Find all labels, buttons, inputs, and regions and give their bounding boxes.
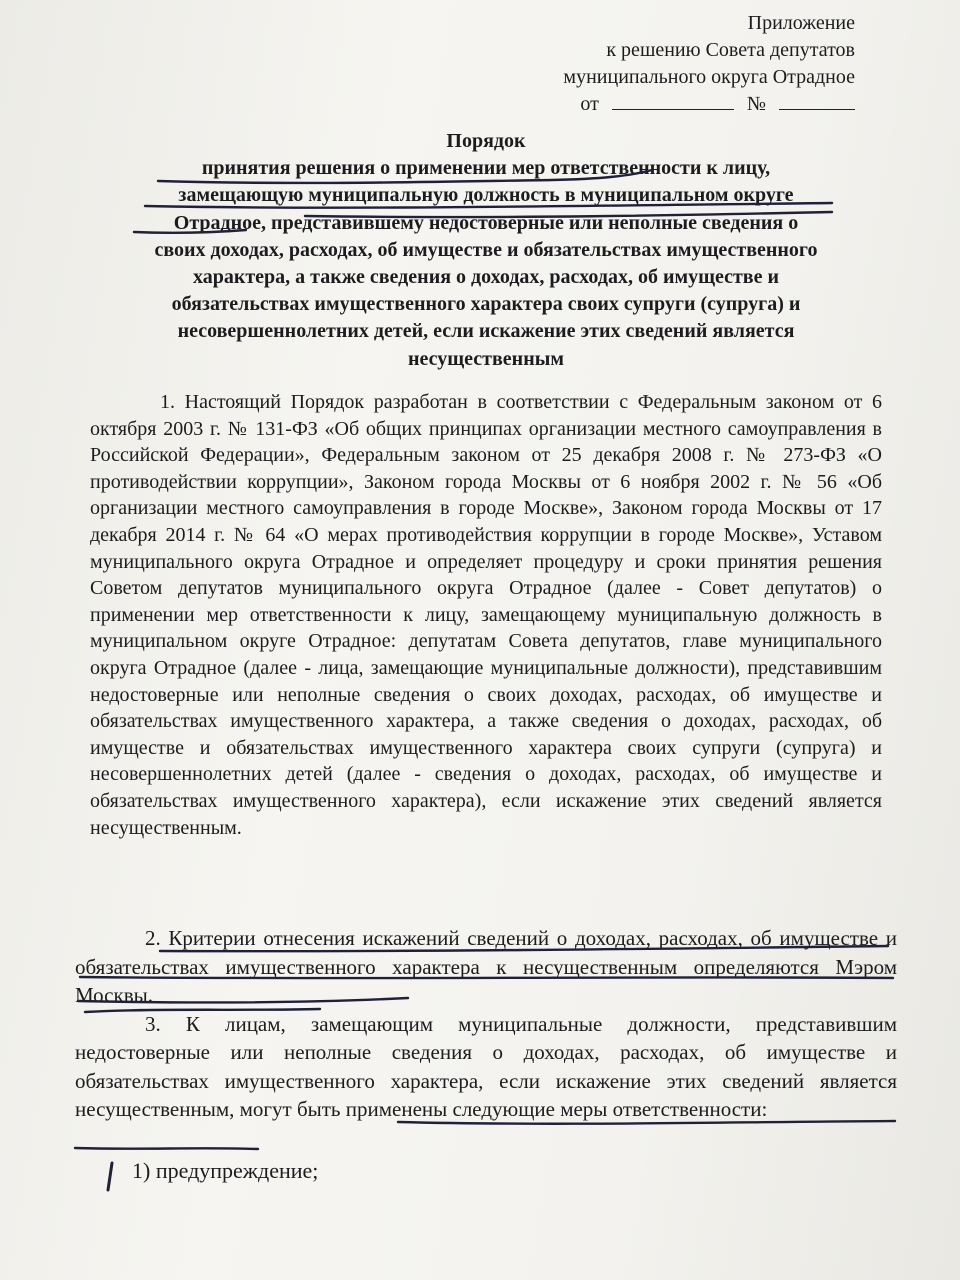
title-line: несущественным	[408, 347, 564, 370]
title-line: принятия решения о применении мер ответственности к лицу,	[201, 157, 771, 180]
document-title	[100, 128, 872, 373]
title-line: обязательствах имущественного характера своих супруги (супруга) и	[171, 293, 801, 316]
annex-from-label: от	[580, 93, 599, 115]
date-blank	[612, 93, 734, 110]
pen-underline-para3-line5	[75, 1148, 258, 1149]
title-line: Порядок	[446, 130, 526, 152]
title-line: замещающую муниципальную должность в муниципальном округе	[178, 184, 794, 207]
annex-number-label: №	[746, 93, 766, 115]
title-line: несовершеннолетних детей, если искажение этих сведений является	[177, 320, 795, 343]
title-line: своих доходах, расходах, об имуществе и обязательствах имущественного	[154, 238, 818, 261]
title-line: характера, а также сведения о доходах, расходах, об имуществе и	[192, 266, 780, 289]
annex-header	[563, 10, 855, 118]
title-line: Отрадное, представившему недостоверные или неполные сведения о	[173, 211, 799, 234]
document-body-part1	[90, 389, 882, 841]
paragraph-1: 1. Настоящий Порядок разработан в соответствии с Федеральным законом от 6 октября 2003 г. № 131-ФЗ «Об общих принципах организации местного самоуправления в Российской Федерации», Федеральным законом от 25 декабря 2008 г. № 273-ФЗ «О противодействии коррупции», Законом города Москвы от 6 ноября 2002 г. № 56 «Об организации местного самоуправления в городе Москве», Законом города Москвы от 17 декабря 2014 г. № 64 «О мерах противодействия коррупции в городе Москве», Уставом муниципального округа Отрадное и определяет процедуру и сроки принятия решения Советом депутатов муниципального округа Отрадное (далее - Совет депутатов) о применении мер ответственности к лицу, замещающему муниципальную должность в муниципальном округе Отрадное: депутатам Совета депутатов, главе муниципального округа Отрадное (далее - лица, замещающие муниципальные должности), представившим недостоверные или неполные сведения о своих доходах, расходах, об имуществе и обязательствах имущественного характера, а также сведения о доходах, расходах, об имуществе и обязательствах имущественного характера своих супруги (супруга) и несовершеннолетних детей (далее - сведения о доходах, расходах, об имуществе и обязательствах имущественного характера), если искажение этих сведений является несущественным.	[90, 391, 882, 839]
annex-title: Приложение	[747, 12, 855, 34]
pen-tick-mark	[108, 1163, 112, 1190]
paragraph-3: 3. К лицам, замещающим муниципальные должности, представившим недостоверные или неполные сведения о доходах, расходах, об имуществе и обязательствах имущественного характера, если искажение этих сведений является несущественным, могут быть применены следующие меры ответственности:	[75, 1011, 897, 1121]
document-body-part2	[75, 924, 897, 1124]
annex-date-number-line	[563, 91, 855, 118]
list-item-1: 1) предупреждение;	[132, 1158, 319, 1183]
annex-district-line: муниципального округа Отрадное	[563, 66, 855, 88]
number-blank	[779, 93, 855, 110]
annex-decision-line: к решению Совета депутатов	[606, 39, 855, 61]
paragraph-2: 2. Критерии отнесения искажений сведений о доходах, расходах, об имуществе и обязательствах имущественного характера к несущественным определяются Мэром Москвы.	[75, 926, 897, 1007]
